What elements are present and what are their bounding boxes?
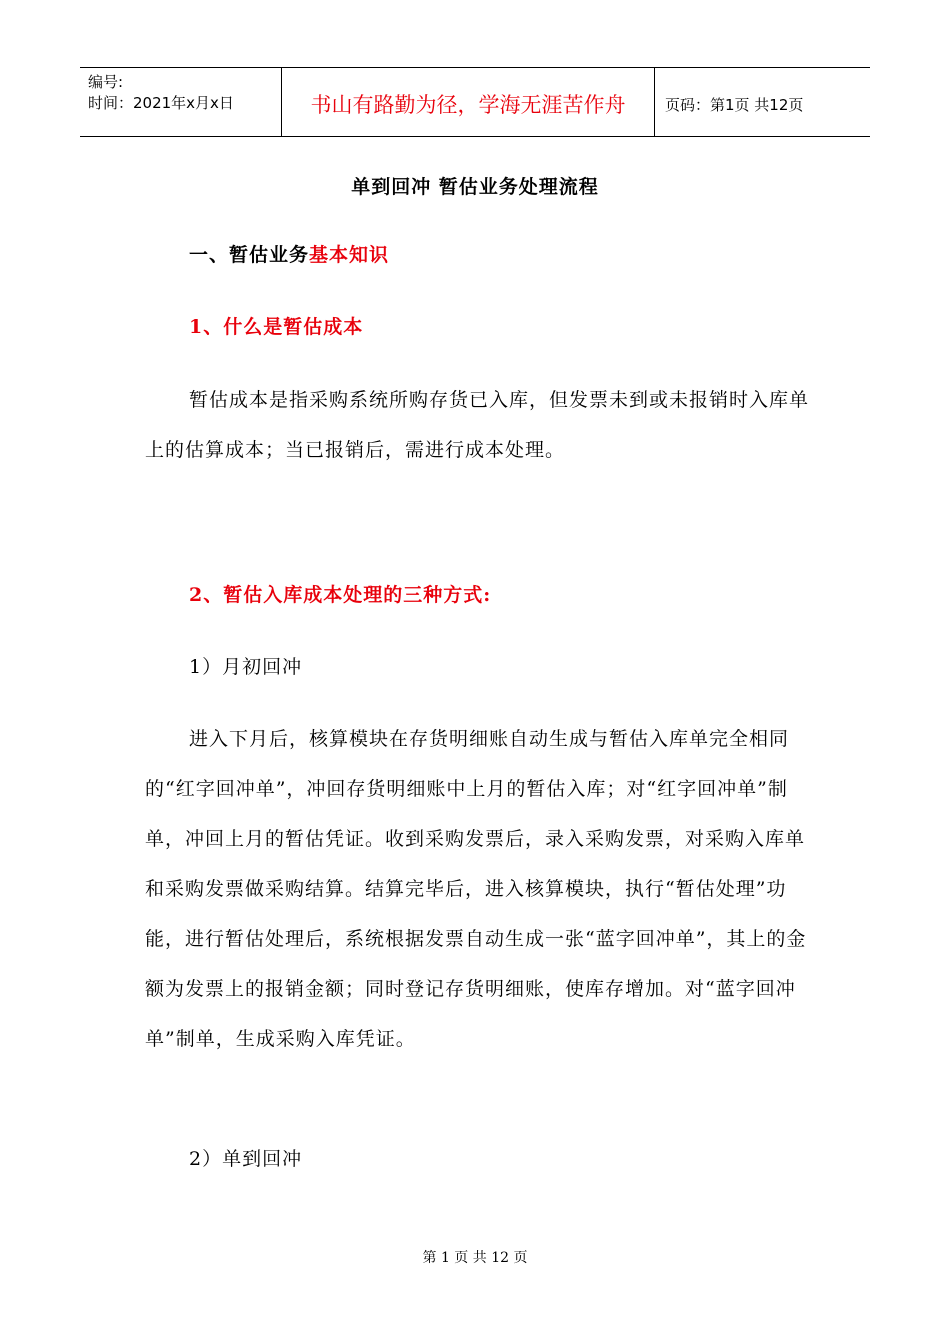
paragraph-method-1: 进入下月后，核算模块在存货明细账自动生成与暂估入库单完全相同的“红字回冲单”，冲回存货明细账中上月的暂估入库；对“红字回冲单”制单，冲回上月的暂估凭证。收到采购发票后，录入采购发票，对采购入库单和采购发票做采购结算。结算完毕后，进入核算模块，执行“暂估处理”功能，进行暂估处理后，系统根据发票自动生成一张“蓝字回冲单”，其上的金额为发票上的报销金额；同时登记存货明细账，使库存增加。对“蓝字回冲单”制单，生成采购入库凭证。 — [145, 728, 807, 1050]
subsection-heading-2: 2、暂估入库成本处理的三种方式: — [189, 584, 492, 606]
section-heading-1 — [189, 230, 854, 280]
page-header — [80, 67, 870, 137]
number-label: 编号: — [88, 73, 124, 91]
header-motto: 书山有路勤为径，学海无涯苦作舟 — [282, 68, 655, 136]
subsection-heading-1: 1、什么是暂估成本 — [189, 316, 364, 338]
header-meta — [80, 68, 282, 136]
method-title-1: 1）月初回冲 — [189, 656, 303, 678]
date-label: 时间：2021年x月x日 — [88, 94, 234, 112]
section-heading-prefix: 一、暂估业务 — [189, 244, 310, 266]
page-footer: 第 1 页 共 12 页 — [422, 1250, 528, 1266]
method-title-2: 2）单到回冲 — [189, 1148, 303, 1170]
section-heading-highlight: 基本知识 — [309, 244, 390, 266]
header-page-info: 页码：第1页 共12页 — [665, 95, 804, 114]
document-title: 单到回冲 暂估业务处理流程 — [351, 176, 599, 198]
paragraph-definition: 暂估成本是指采购系统所购存货已入库，但发票未到或未报销时入库单上的估算成本；当已报销后，需进行成本处理。 — [145, 389, 810, 461]
